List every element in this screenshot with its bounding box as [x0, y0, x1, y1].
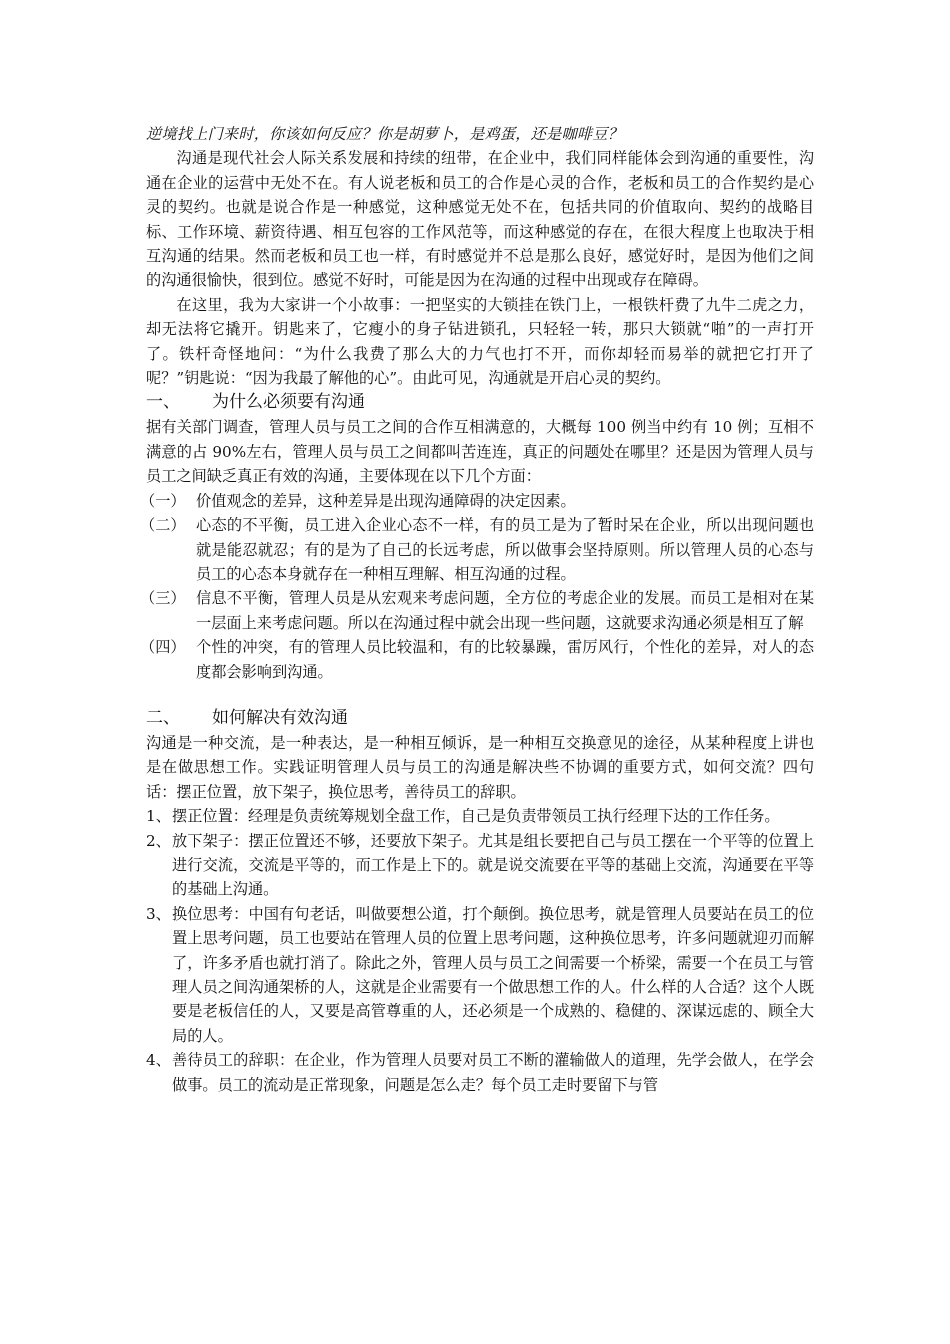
list-marker: 2、 [146, 831, 171, 850]
section-number: 二、 [146, 707, 180, 728]
list-text: 换位思考：中国有句老话，叫做要想公道，打个颠倒。换位思考，就是管理人员要站在员工的位置上思考问题，员工也要站在管理人员的位置上思考问题，这种换位思考，许多问题就迎刃而解了，许多矛盾也就打消了。除此之外，管理人员与员工之间需要一个桥梁，需要一个在员工与管理人员之间沟通架桥的人，这就是企业需要有一个做思想工作的人。什么样的人合适？这个人既要是老板信任的人，又要是高管尊重的人，还必须是一个成熟的、稳健的、深谋远虑的、顾全大局的人。 [172, 904, 814, 1045]
list-marker: （四） [140, 638, 186, 657]
document-page [140, 122, 814, 1097]
list-item [146, 902, 814, 1048]
paragraph: 在这里，我为大家讲一个小故事：一把坚实的大锁挂在铁门上，一根铁杆费了九牛二虎之力，却无法将它撬开。钥匙来了，它瘦小的身子钻进锁孔，只轻轻一转，那只大锁就“啪”的一声打开了。铁杆奇怪地问：“为什么我费了那么大的力气也打不开，而你却轻而易举的就把它打开了呢？”钥匙说：“因为我最了解他的心”。由此可见，沟通就是开启心灵的契约。 [146, 295, 814, 388]
list-text: 个性的冲突，有的管理人员比较温和，有的比较暴躁，雷厉风行，个性化的差异，对人的态度都会影响到沟通。 [196, 638, 814, 681]
list-text: 摆正位置：经理是负责统筹规划全盘工作，自己是负责带领员工执行经理下达的工作任务。 [172, 807, 780, 826]
list-item [140, 635, 814, 684]
list-marker: （三） [140, 589, 186, 608]
section-number: 一、 [146, 392, 180, 413]
list-item [146, 1048, 814, 1097]
list-item [140, 586, 814, 635]
list-marker: 1、 [146, 807, 171, 826]
list-text: 善待员工的辞职：在企业，作为管理人员要对员工不断的灌输做人的道理，先学会做人，在学会做事。员工的流动是正常现象，问题是怎么走？每个员工走时要留下与管 [172, 1051, 814, 1094]
list-item [140, 513, 814, 586]
list-marker: 4、 [146, 1051, 171, 1070]
section-title: 如何解决有效沟通 [212, 707, 348, 728]
section-title: 为什么必须要有沟通 [212, 392, 365, 413]
intro-line: 逆境找上门来时，你该如何反应？你是胡萝卜，是鸡蛋，还是咖啡豆？ [146, 125, 624, 143]
list-text: 心态的不平衡，员工进入企业心态不一样，有的员工是为了暂时呆在企业，所以出现问题也就是能忍就忍；有的是为了自己的长远考虑，所以做事会坚持原则。所以管理人员的心态与员工的心态本身就存在一种相互理解、相互沟通的过程。 [196, 516, 814, 583]
section-intro: 沟通是一种交流，是一种表达，是一种相互倾诉，是一种相互交换意见的途径，从某种程度上讲也是在做思想工作。实践证明管理人员与员工的沟通是解决些不协调的重要方式，如何交流？四句话：摆正位置，放下架子，换位思考，善待员工的辞职。 [146, 733, 814, 801]
section-intro: 据有关部门调查，管理人员与员工之间的合作互相满意的，大概每 100 例当中约有 10 例；互相不满意的占 90%左右，管理人员与员工之间都叫苦连连，真正的问题处在哪里？还是因为管理人员与员工之间缺乏真正有效的沟通，主要体现在以下几个方面： [146, 418, 814, 486]
list-item [146, 829, 814, 902]
list-marker: （一） [140, 491, 186, 510]
section-heading [146, 706, 814, 731]
list-marker: （二） [140, 516, 186, 535]
list-text: 信息不平衡，管理人员是从宏观来考虑问题，全方位的考虑企业的发展。而员工是相对在某一层面上来考虑问题。所以在沟通过程中就会出现一些问题，这就要求沟通必须是相互了解 [196, 589, 814, 632]
list-marker: 3、 [146, 904, 171, 923]
list-item [146, 804, 814, 828]
list-text: 放下架子：摆正位置还不够，还要放下架子。尤其是组长要把自己与员工摆在一个平等的位置上进行交流，交流是平等的，而工作是上下的。就是说交流要在平等的基础上交流，沟通要在平等的基础上沟通。 [172, 831, 814, 899]
spacer [146, 684, 814, 706]
list-text: 价值观念的差异，这种差异是出现沟通障碍的决定因素。 [196, 491, 576, 510]
section-heading [146, 390, 814, 415]
paragraph: 沟通是现代社会人际关系发展和持续的纽带，在企业中，我们同样能体会到沟通的重要性，沟通在企业的运营中无处不在。有人说老板和员工的合作是心灵的合作，老板和员工的合作契约是心灵的契约。也就是说合作是一种感觉，这种感觉无处不在，包括共同的价值取向、契约的战略目标、工作环境、薪资待遇、相互包容的工作风范等，而这种感觉的存在，在很大程度上也取决于相互沟通的结果。然而老板和员工也一样，有时感觉并不总是那么良好，感觉好时，是因为他们之间的沟通很愉快，很到位。感觉不好时，可能是因为在沟通的过程中出现或存在障碍。 [146, 149, 814, 290]
list-item [140, 489, 814, 513]
